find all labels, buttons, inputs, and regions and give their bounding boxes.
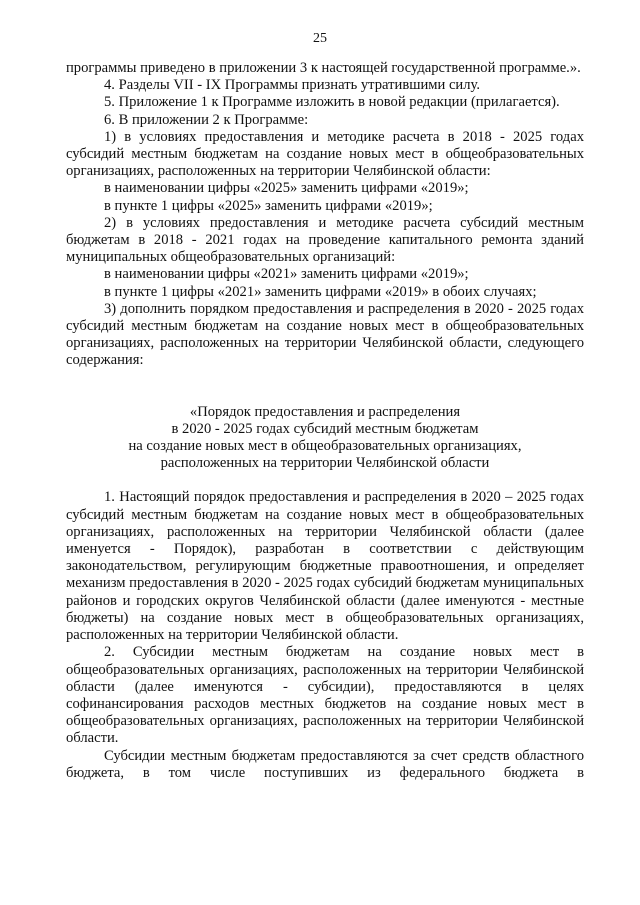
paragraph-item-6-1a: в наименовании цифры «2025» заменить цифрами «2019»; (104, 180, 469, 197)
paragraph-order-2b: Субсидии местным бюджетам предоставляются за счет средств областного бюджета, в том числе поступивших из федерального бюджета в (66, 747, 584, 781)
section-title-line: в 2020 - 2025 годах субсидий местным бюджетам (171, 420, 479, 437)
paragraph-item-6-2b: в пункте 1 цифры «2021» заменить цифрами «2019» в обоих случаях; (104, 283, 537, 300)
paragraph-item-6-2a: в наименовании цифры «2021» заменить цифрами «2019»; (104, 266, 469, 283)
paragraph-item-6-1: 1) в условиях предоставления и методике расчета в 2018 - 2025 годах субсидий местным бюджетам на создание новых мест в общеобразовательных организациях, расположенных на территории Челябинской области: (66, 128, 584, 180)
section-title (66, 404, 584, 473)
page-number: 25 (313, 31, 327, 46)
paragraph-continued: программы приведено в приложении 3 к настоящей государственной программе.». (66, 60, 581, 76)
paragraph-item-6-3: 3) дополнить порядком предоставления и распределения в 2020 - 2025 годах субсидий местным бюджетам на создание новых мест в общеобразовательных организациях, расположенных на территории Челябинской области, следующего содержания: (66, 300, 584, 369)
section-title-line: на создание новых мест в общеобразовательных организациях, (128, 438, 522, 455)
paragraph-item-6-2: 2) в условиях предоставления и методике расчета субсидий местным бюджетам в 2018 - 2021 годах на проведение капитального ремонта зданий муниципальных общеобразовательных организаций: (66, 214, 584, 266)
document-body (66, 60, 584, 782)
section-spacer-top-2 (66, 387, 584, 404)
paragraph-item-6: 6. В приложении 2 к Программе: (104, 111, 309, 128)
paragraph-order-2: 2. Субсидии местным бюджетам на создание новых мест в общеобразовательных организациях, расположенных на территории Челябинской области (далее именуются - субсидии), предоставляются в целях софинансирования расходов местных бюджетов на создание новых мест в общеобразовательных организациях, расположенных на территории Челябинской области. (66, 644, 584, 747)
paragraph-order-1: 1. Настоящий порядок предоставления и распределения в 2020 – 2025 годах субсидий местным бюджетам на создание новых мест в общеобразовательных организациях, расположенных на территории Челябинской области (далее именуется - Порядок), разработан в соответствии с действующим законодательством, регулирующим бюджетные правоотношения, и определяет механизм предоставления в 2020 - 2025 годах субсидий бюджетам муниципальных районов и городских округов Челябинской области (далее именуются - местные бюджеты) на создание новых мест в общеобразовательных организациях, расположенных на территории Челябинской области. (66, 489, 584, 644)
section-title-line: «Порядок предоставления и распределения (189, 403, 461, 420)
paragraph-item-4: 4. Разделы VII - IX Программы признать утратившими силу. (104, 77, 481, 94)
paragraph-item-5: 5. Приложение 1 к Программе изложить в новой редакции (прилагается). (104, 94, 560, 111)
paragraph-item-6-1b: в пункте 1 цифры «2025» заменить цифрами «2019»; (104, 197, 433, 214)
section-title-line: расположенных на территории Челябинской области (160, 455, 490, 472)
section-spacer-top (66, 370, 584, 387)
section-spacer-bottom (66, 472, 584, 489)
